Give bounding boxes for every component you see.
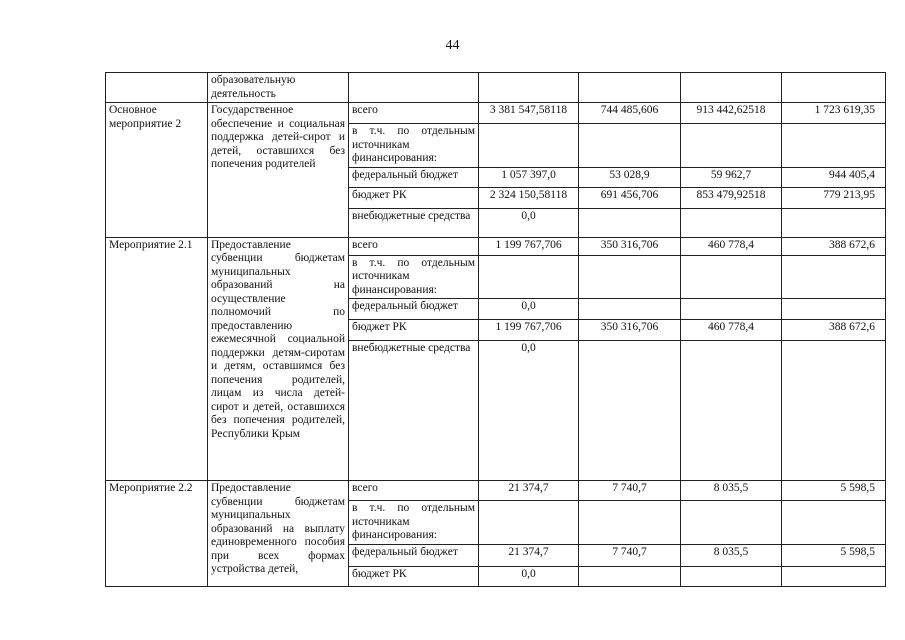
value-cell: 7 740,7 (579, 544, 681, 566)
funding-source: внебюджетные средства (349, 208, 479, 237)
value-cell (681, 566, 782, 586)
value-cell (579, 208, 681, 237)
value-cell: 350 316,706 (579, 320, 681, 341)
value-cell (479, 501, 579, 545)
value-cell: 691 456,706 (579, 187, 681, 208)
funding-source: федеральный бюджет (349, 167, 479, 187)
value-cell: 388 672,6 (782, 237, 886, 255)
carry-row (106, 73, 886, 103)
funding-source: бюджет РК (349, 187, 479, 208)
funding-source: внебюджетные средства (349, 341, 479, 481)
value-cell: 1 199 767,706 (479, 320, 579, 341)
value-cell: 460 778,4 (681, 320, 782, 341)
funding-source: федеральный бюджет (349, 299, 479, 320)
value-cell: 0,0 (479, 341, 579, 481)
funding-source: всего (349, 103, 479, 124)
carry-v4-cell (782, 73, 886, 103)
carry-description: образовательную деятельность (208, 73, 349, 103)
value-cell: 21 374,7 (479, 544, 579, 566)
value-cell: 8 035,5 (681, 481, 782, 501)
value-cell: 388 672,6 (782, 320, 886, 341)
value-cell: 779 213,95 (782, 187, 886, 208)
value-cell (479, 255, 579, 299)
value-cell: 744 485,606 (579, 103, 681, 124)
value-cell (579, 299, 681, 320)
funding-source: всего (349, 481, 479, 501)
value-cell (782, 341, 886, 481)
value-cell: 0,0 (479, 299, 579, 320)
value-cell: 1 723 619,35 (782, 103, 886, 124)
value-cell (579, 255, 681, 299)
funding-source: в т.ч. по отдельным источникам финансирования: (349, 124, 479, 168)
table-row (106, 481, 886, 501)
carry-v3-cell (681, 73, 782, 103)
funding-source: всего (349, 237, 479, 255)
value-cell: 0,0 (479, 208, 579, 237)
event-name: Мероприятие 2.1 (106, 237, 208, 481)
carry-source-cell (349, 73, 479, 103)
value-cell (681, 124, 782, 168)
value-cell: 0,0 (479, 566, 579, 586)
value-cell (681, 299, 782, 320)
value-cell (681, 208, 782, 237)
value-cell (579, 501, 681, 545)
value-cell: 350 316,706 (579, 237, 681, 255)
value-cell: 460 778,4 (681, 237, 782, 255)
value-cell (579, 566, 681, 586)
event-description: Государственное обеспечение и социальная поддержка детей-сирот и детей, оставшихся без попечения родителей (208, 103, 349, 238)
event-description: Предоставление субвенции бюджетам муниципальных образований на осуществление полномочий по предоставлению ежемесячной социальной поддержки детям-сиротам и детям, оставшимся без попечения родителей, лицам из числа детей-сирот и детей, оставшихся без попечения родителей, Республики Крым (208, 237, 349, 481)
value-cell (782, 124, 886, 168)
value-cell: 1 057 397,0 (479, 167, 579, 187)
value-cell: 7 740,7 (579, 481, 681, 501)
value-cell: 5 598,5 (782, 544, 886, 566)
value-cell (782, 299, 886, 320)
value-cell (782, 501, 886, 545)
value-cell: 3 381 547,58118 (479, 103, 579, 124)
funding-source: бюджет РК (349, 320, 479, 341)
funding-source: федеральный бюджет (349, 544, 479, 566)
value-cell (579, 341, 681, 481)
table-row (106, 103, 886, 124)
carry-name-cell (106, 73, 208, 103)
event-name: Основное мероприятие 2 (106, 103, 208, 238)
value-cell (782, 208, 886, 237)
event-name: Мероприятие 2.2 (106, 481, 208, 587)
value-cell: 21 374,7 (479, 481, 579, 501)
carry-v1-cell (479, 73, 579, 103)
funding-source: в т.ч. по отдельным источникам финансирования: (349, 255, 479, 299)
value-cell: 944 405,4 (782, 167, 886, 187)
value-cell (681, 255, 782, 299)
value-cell: 2 324 150,58118 (479, 187, 579, 208)
value-cell: 59 962,7 (681, 167, 782, 187)
table-row (106, 237, 886, 255)
page-number: 44 (445, 38, 460, 53)
value-cell: 5 598,5 (782, 481, 886, 501)
value-cell: 913 442,62518 (681, 103, 782, 124)
value-cell (681, 501, 782, 545)
carry-v2-cell (579, 73, 681, 103)
budget-table (105, 72, 886, 587)
value-cell (579, 124, 681, 168)
value-cell (479, 124, 579, 168)
value-cell (681, 341, 782, 481)
value-cell: 53 028,9 (579, 167, 681, 187)
value-cell: 853 479,92518 (681, 187, 782, 208)
funding-source: бюджет РК (349, 566, 479, 586)
value-cell (782, 255, 886, 299)
funding-source: в т.ч. по отдельным источникам финансирования: (349, 501, 479, 545)
value-cell: 1 199 767,706 (479, 237, 579, 255)
value-cell (782, 566, 886, 586)
event-description: Предоставление субвенции бюджетам муниципальных образований на выплату единовременного пособия при всех формах устройства детей, (208, 481, 349, 587)
value-cell: 8 035,5 (681, 544, 782, 566)
